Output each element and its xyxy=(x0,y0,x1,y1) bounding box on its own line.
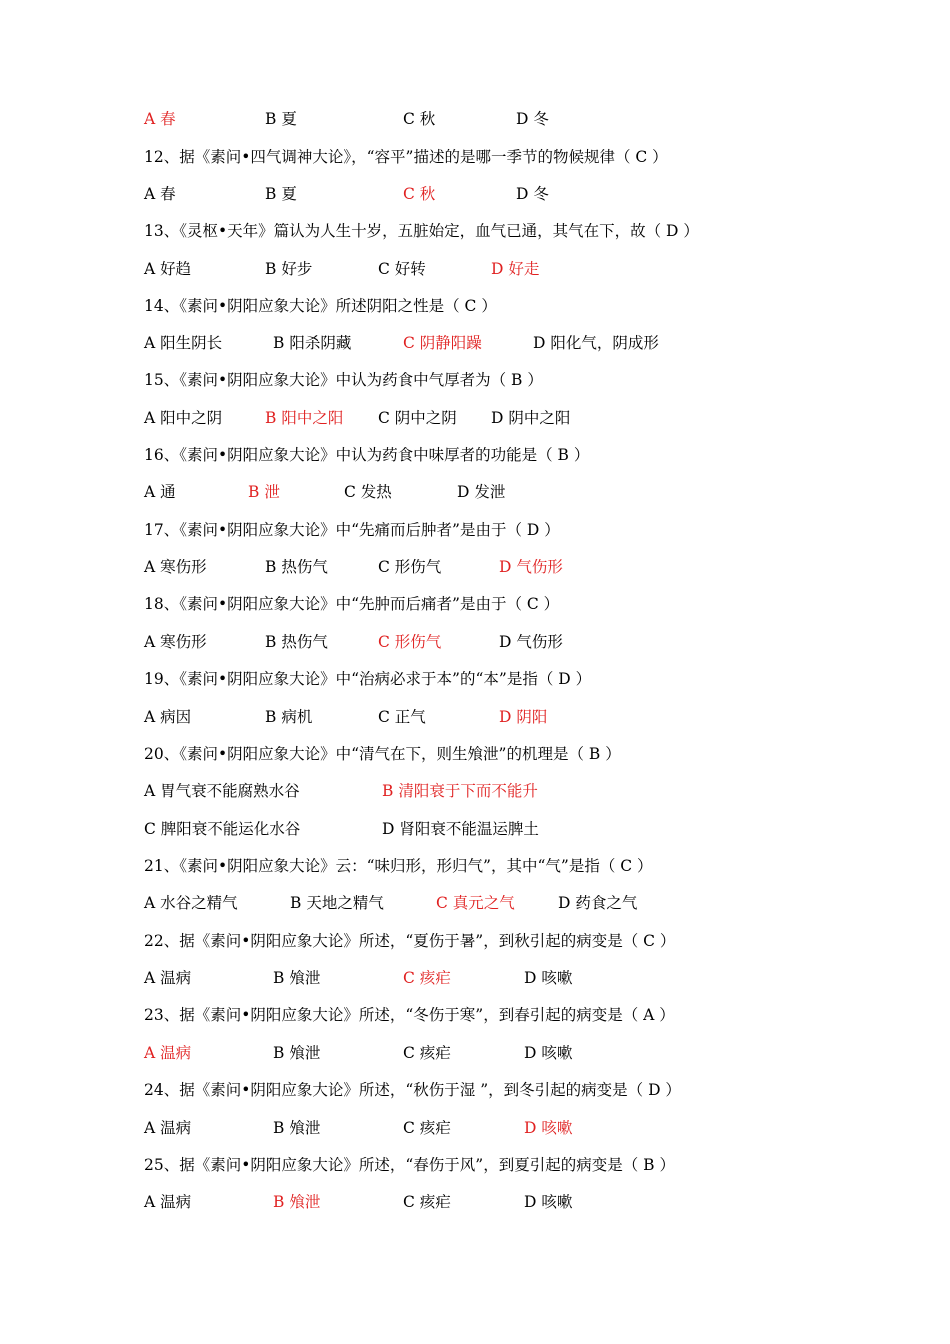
option-c: C 形伤气 xyxy=(378,633,442,651)
question-13: 13、《灵枢•天年》篇认为人生十岁，五脏始定，血气已通，其气在下，故（ D ） xyxy=(144,222,699,240)
option-c: C 脾阳衰不能运化水谷 xyxy=(144,820,301,838)
question-row xyxy=(0,443,950,467)
option-row xyxy=(0,555,950,579)
option-c: C 痎疟 xyxy=(403,1044,451,1062)
option-d: D 气伤形 xyxy=(499,633,563,651)
question-row xyxy=(0,1153,950,1177)
option-a: A 春 xyxy=(144,185,176,203)
question-20: 20、《素问•阴阳应象大论》中“清气在下，则生飧泄”的机理是（ B ） xyxy=(144,745,621,763)
option-row xyxy=(0,1116,950,1140)
option-b: B 夏 xyxy=(265,185,297,203)
question-row xyxy=(0,667,950,691)
option-b: B 飧泄 xyxy=(273,1193,321,1211)
option-d: D 气伤形 xyxy=(499,558,563,576)
question-14: 14、《素问•阴阳应象大论》所述阴阳之性是（ C ） xyxy=(144,297,497,315)
option-c: C 秋 xyxy=(403,110,436,128)
question-row xyxy=(0,1078,950,1102)
question-18: 18、《素问•阴阳应象大论》中“先肿而后痛者”是由于（ C ） xyxy=(144,595,560,613)
question-16: 16、《素问•阴阳应象大论》中认为药食中味厚者的功能是（ B ） xyxy=(144,446,590,464)
question-25: 25、据《素问•阴阳应象大论》所述，“春伤于风”，到夏引起的病变是（ B ） xyxy=(144,1156,675,1174)
option-b: B 阳杀阴藏 xyxy=(273,334,352,352)
option-a: A 温病 xyxy=(144,1119,192,1137)
option-d: D 药食之气 xyxy=(558,894,638,912)
option-a: A 春 xyxy=(144,110,176,128)
option-d: D 阴中之阳 xyxy=(491,409,571,427)
option-a: A 水谷之精气 xyxy=(144,894,238,912)
option-b: B 飧泄 xyxy=(273,1044,321,1062)
question-23: 23、据《素问•阴阳应象大论》所述，“冬伤于寒”，到春引起的病变是（ A ） xyxy=(144,1006,675,1024)
question-row xyxy=(0,1003,950,1027)
option-row xyxy=(0,331,950,355)
option-a: A 病因 xyxy=(144,708,192,726)
question-row xyxy=(0,368,950,392)
option-d: D 肾阳衰不能温运脾土 xyxy=(382,820,539,838)
option-b: B 飧泄 xyxy=(273,1119,321,1137)
option-c: C 发热 xyxy=(344,483,392,501)
option-c: C 痎疟 xyxy=(403,1193,451,1211)
option-d: D 咳嗽 xyxy=(524,1044,573,1062)
option-d: D 咳嗽 xyxy=(524,1119,573,1137)
option-b: B 泄 xyxy=(248,483,280,501)
question-row xyxy=(0,854,950,878)
option-a: A 通 xyxy=(144,483,176,501)
option-d: D 咳嗽 xyxy=(524,969,573,987)
option-a: A 温病 xyxy=(144,1044,192,1062)
option-row xyxy=(0,966,950,990)
option-a: A 阳中之阴 xyxy=(144,409,223,427)
option-d: D 冬 xyxy=(516,185,549,203)
question-24: 24、据《素问•阴阳应象大论》所述，“秋伤于湿 ”，到冬引起的病变是（ D ） xyxy=(144,1081,681,1099)
option-a: A 好趋 xyxy=(144,260,192,278)
option-c: C 正气 xyxy=(378,708,426,726)
option-row xyxy=(0,705,950,729)
question-12: 12、据《素问•四气调神大论》，“容平”描述的是哪一季节的物候规律（ C ） xyxy=(144,148,668,166)
option-row xyxy=(0,630,950,654)
question-15: 15、《素问•阴阳应象大论》中认为药食中气厚者为（ B ） xyxy=(144,371,543,389)
option-d: D 发泄 xyxy=(457,483,506,501)
option-row xyxy=(0,817,950,841)
option-a: A 寒伤形 xyxy=(144,558,207,576)
option-d: D 咳嗽 xyxy=(524,1193,573,1211)
option-row xyxy=(0,257,950,281)
option-c: C 形伤气 xyxy=(378,558,442,576)
option-row xyxy=(0,779,950,803)
question-row xyxy=(0,518,950,542)
question-row xyxy=(0,929,950,953)
question-row xyxy=(0,592,950,616)
option-b: B 阳中之阳 xyxy=(265,409,344,427)
option-a: A 温病 xyxy=(144,969,192,987)
option-b: B 清阳衰于下而不能升 xyxy=(382,782,538,800)
option-d: D 阳化气，阴成形 xyxy=(533,334,659,352)
option-b: B 天地之精气 xyxy=(290,894,384,912)
option-c: C 阴静阳躁 xyxy=(403,334,482,352)
question-17: 17、《素问•阴阳应象大论》中“先痛而后肿者”是由于（ D ） xyxy=(144,521,560,539)
option-row xyxy=(0,480,950,504)
option-row xyxy=(0,107,950,131)
option-a: A 阳生阴长 xyxy=(144,334,223,352)
option-b: B 热伤气 xyxy=(265,558,328,576)
option-b: B 病机 xyxy=(265,708,313,726)
option-c: C 阴中之阴 xyxy=(378,409,457,427)
option-a: A 胃气衰不能腐熟水谷 xyxy=(144,782,300,800)
option-c: C 秋 xyxy=(403,185,436,203)
option-a: A 寒伤形 xyxy=(144,633,207,651)
question-row xyxy=(0,294,950,318)
option-d: D 阴阳 xyxy=(499,708,548,726)
option-row xyxy=(0,1190,950,1214)
question-19: 19、《素问•阴阳应象大论》中“治病必求于本”的“本”是指（ D ） xyxy=(144,670,592,688)
option-d: D 冬 xyxy=(516,110,549,128)
option-row xyxy=(0,406,950,430)
question-row xyxy=(0,145,950,169)
question-row xyxy=(0,742,950,766)
option-row xyxy=(0,1041,950,1065)
question-21: 21、《素问•阴阳应象大论》云：“味归形，形归气”，其中“气”是指（ C ） xyxy=(144,857,653,875)
option-a: A 温病 xyxy=(144,1193,192,1211)
option-b: B 夏 xyxy=(265,110,297,128)
option-b: B 好步 xyxy=(265,260,313,278)
option-d: D 好走 xyxy=(491,260,540,278)
option-row xyxy=(0,891,950,915)
option-c: C 痎疟 xyxy=(403,969,451,987)
option-c: C 痎疟 xyxy=(403,1119,451,1137)
option-c: C 好转 xyxy=(378,260,426,278)
option-b: B 热伤气 xyxy=(265,633,328,651)
question-row xyxy=(0,219,950,243)
option-b: B 飧泄 xyxy=(273,969,321,987)
option-row xyxy=(0,182,950,206)
option-c: C 真元之气 xyxy=(436,894,515,912)
question-22: 22、据《素问•阴阳应象大论》所述，“夏伤于暑”，到秋引起的病变是（ C ） xyxy=(144,932,676,950)
